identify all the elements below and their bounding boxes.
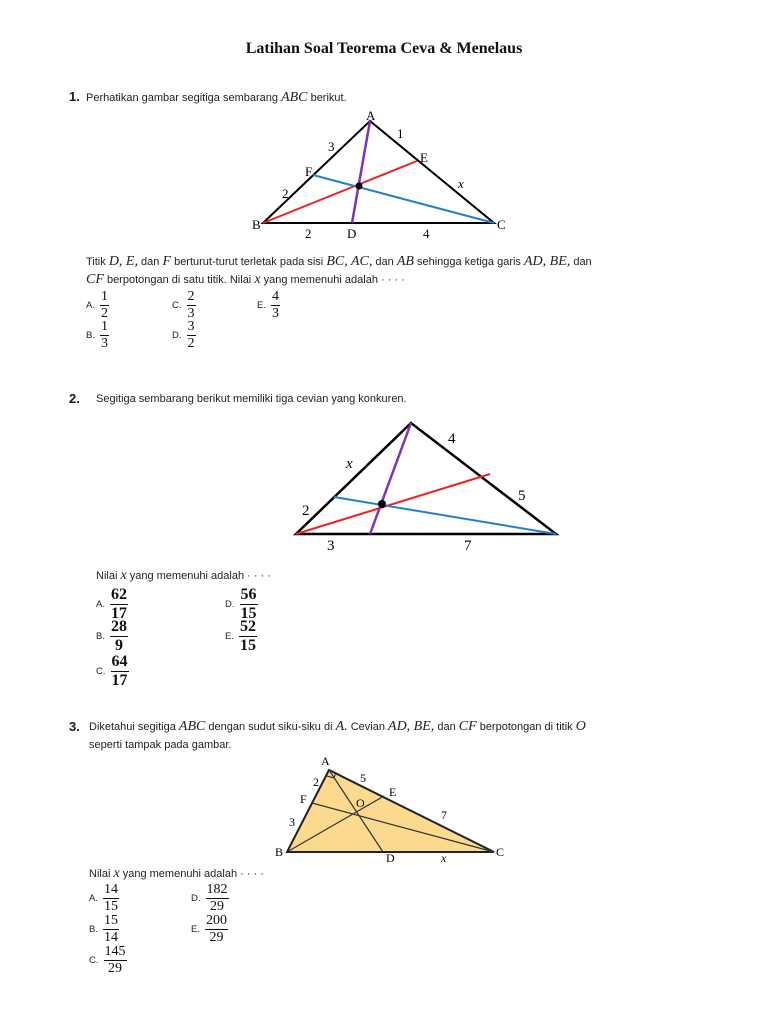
q3-label-o: O — [356, 796, 365, 810]
q3-option-e[interactable]: E. $\frac{200}{29}$ — [191, 913, 227, 945]
q1-option-e[interactable]: E. $\frac{4}{3}$ — [257, 289, 279, 321]
q2-option-e[interactable]: E. $\frac{52}{15}$ — [225, 618, 256, 654]
q3-seg-ae: 5 — [360, 771, 366, 785]
q1-seg-dc: 4 — [423, 226, 430, 241]
q1-label-a: A — [366, 108, 376, 123]
q2-option-b[interactable]: B. $\frac{28}{9}$ — [96, 618, 127, 654]
q3-seg-af: 2 — [313, 775, 319, 789]
q3-seg-fb: 3 — [289, 815, 295, 829]
q1-seg-ae: 1 — [397, 126, 404, 141]
q2-seg-left-lower: 2 — [302, 503, 310, 519]
question-3-text: Nilai x yang memenuhi adalah · · · · — [89, 866, 264, 881]
q3-option-d[interactable]: D. $\frac{182}{29}$ — [191, 882, 228, 914]
q3-label-a: A — [321, 754, 330, 768]
question-3-intro: Diketahui segitiga ABC dengan sudut siku-siku di A. Cevian AD, BE, dan CF berpotongan di titik O seperti tampak pada gambar. — [89, 719, 586, 751]
q1-option-b[interactable]: B. $\frac{1}{3}$ — [86, 319, 108, 351]
question-1-intro: Perhatikan gambar segitiga sembarang ABC berikut. — [86, 90, 347, 105]
q3-label-d: D — [386, 851, 395, 865]
q2-option-a[interactable]: A. $\frac{62}{17}$ — [96, 586, 127, 622]
question-1-text: Titik D, E, dan F berturut-turut terletak pada sisi BC, AC, dan AB sehingga ketiga garis AD, BE, dan CF berpotongan di satu titik. Nilai x yang memenuhi adalah · · · · — [86, 254, 592, 287]
q1-option-a[interactable]: A. $\frac{1}{2}$ — [86, 289, 108, 321]
q1-label-c: C — [497, 217, 506, 232]
q1-seg-af: 3 — [328, 139, 335, 154]
q1-label-b: B — [252, 217, 261, 232]
q2-seg-base-left: 3 — [327, 538, 335, 554]
page-title: Latihan Soal Teorema Ceva & Menelaus — [245, 40, 523, 57]
question-1-number: 1. — [69, 89, 80, 104]
question-3-number: 3. — [69, 719, 80, 734]
q2-seg-left-upper: x — [346, 456, 353, 472]
q2-option-d[interactable]: D. $\frac{56}{15}$ — [225, 586, 257, 622]
question-2-number: 2. — [69, 391, 80, 406]
q3-seg-ec: 7 — [441, 808, 447, 822]
q1-seg-ec: x — [458, 176, 464, 191]
q3-label-f: F — [300, 792, 307, 806]
q2-seg-base-right: 7 — [464, 538, 472, 554]
q2-seg-right-upper: 4 — [448, 431, 456, 447]
q3-option-c[interactable]: C. $\frac{145}{29}$ — [89, 944, 126, 976]
q1-label-f: F — [305, 164, 313, 179]
q2-seg-right-lower: 5 — [518, 488, 526, 504]
q3-option-b[interactable]: B. $\frac{15}{14}$ — [89, 913, 118, 945]
q3-label-c: C — [496, 845, 505, 859]
q3-label-b: B — [275, 845, 284, 859]
q1-seg-bf: 2 — [282, 186, 289, 201]
q1-option-d[interactable]: D. $\frac{3}{2}$ — [172, 319, 195, 351]
q1-seg-bd: 2 — [305, 226, 312, 241]
q1-label-d: D — [347, 226, 357, 241]
q3-option-a[interactable]: A. $\frac{14}{15}$ — [89, 882, 118, 914]
q1-label-e: E — [420, 150, 428, 165]
question-2-text: Nilai x yang memenuhi adalah · · · · — [96, 568, 271, 583]
q3-seg-dc: x — [441, 851, 447, 865]
q2-option-c[interactable]: C. $\frac{64}{17}$ — [96, 653, 128, 689]
question-2-intro: Segitiga sembarang berikut memiliki tiga cevian yang konkuren. — [96, 393, 407, 405]
q3-label-e: E — [389, 785, 397, 799]
q1-option-c[interactable]: C. $\frac{2}{3}$ — [172, 289, 195, 321]
